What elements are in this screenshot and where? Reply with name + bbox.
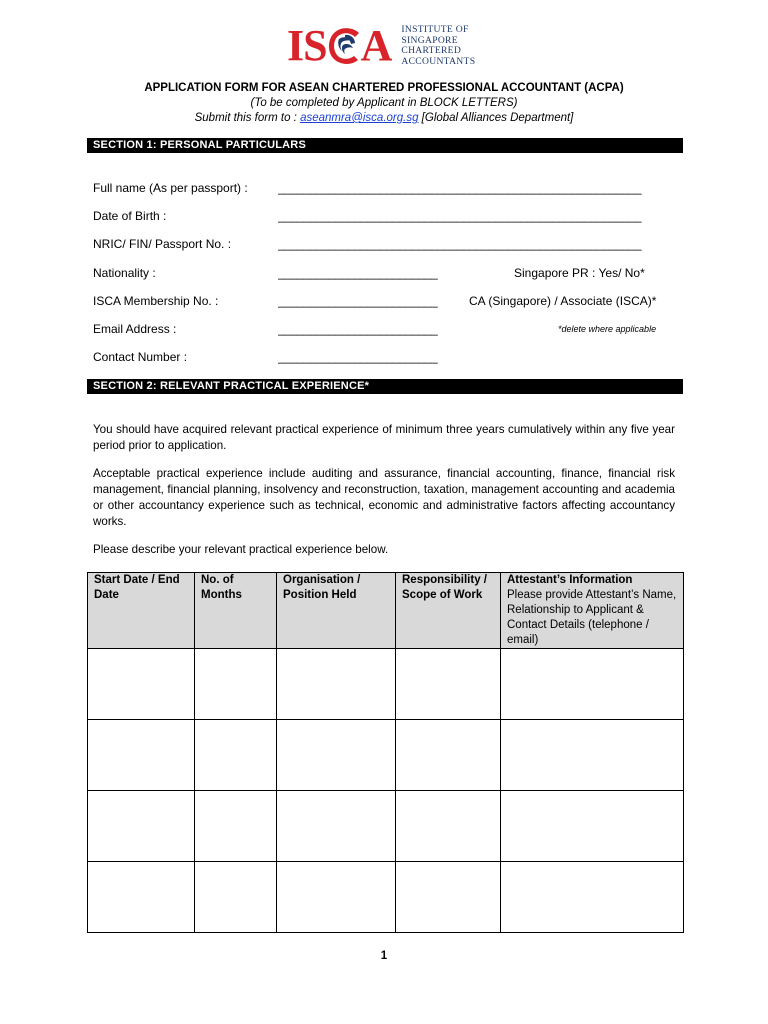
logo-line: INSTITUTE OF: [401, 24, 469, 35]
submit-instruction: [0, 111, 768, 126]
email-address-label: Email Address :: [93, 322, 177, 336]
table-cell[interactable]: [195, 862, 277, 933]
table-row: [88, 649, 684, 720]
isca-wordmark: [287, 21, 392, 70]
form-subtitle: (To be completed by Applicant in BLOCK LETTERS): [250, 97, 518, 109]
nationality-label: Nationality :: [93, 266, 156, 280]
describe-experience-instruction: Please describe your relevant practical experience below.: [93, 543, 389, 556]
table-cell[interactable]: [277, 791, 396, 862]
logo-line: SINGAPORE: [401, 34, 458, 46]
column-header-months: No. of Months: [195, 573, 277, 649]
table-cell[interactable]: [88, 791, 195, 862]
attestant-instruction: Please provide Attestant’s Name, Relationship to Applicant & Contact Details (telephone / email): [507, 589, 677, 646]
contact-number-field[interactable]: _________________________: [278, 350, 438, 364]
table-row: [88, 862, 684, 933]
table-cell[interactable]: [396, 791, 501, 862]
page-number: 1: [380, 950, 388, 962]
form-header: [0, 80, 768, 126]
nationality-field[interactable]: _________________________: [278, 266, 438, 280]
logo-word-right: A: [360, 21, 392, 70]
date-of-birth-field[interactable]: _________________________________________________________: [278, 209, 642, 223]
logo-line: ACCOUNTANTS: [401, 55, 476, 67]
singapore-pr-option[interactable]: Singapore PR : Yes/ No*: [514, 266, 645, 280]
table-cell[interactable]: [195, 649, 277, 720]
table-cell[interactable]: [501, 649, 684, 720]
table-cell[interactable]: [195, 720, 277, 791]
membership-number-label: ISCA Membership No. :: [93, 294, 219, 308]
ca-status-option[interactable]: CA (Singapore) / Associate (ISCA)*: [469, 294, 657, 308]
column-header-attestant: Attestant’s Information Please provide Attestant’s Name, Relationship to Applicant & Contact Details (telephone / email): [501, 573, 684, 649]
date-of-birth-label: Date of Birth :: [93, 209, 167, 223]
acceptable-experience-paragraph: Acceptable practical experience include auditing and assurance, financial accounting, finance, financial risk management, financial planning, insolvency and reconstruction, taxation, management accounting and academia or other accountancy experience such as technical, economic and administrative factors affecting accountancy works.: [93, 467, 675, 528]
experience-requirement-paragraph: You should have acquired relevant practical experience of minimum three years cumulatively within any five year period prior to application.: [93, 423, 675, 452]
table-row: [88, 791, 684, 862]
email-address-field[interactable]: _________________________: [278, 322, 438, 336]
table-cell[interactable]: [396, 649, 501, 720]
submit-suffix: [Global Alliances Department]: [418, 112, 574, 124]
submit-prefix: Submit this form to :: [194, 112, 301, 124]
delete-note: *delete where applicable: [558, 324, 657, 334]
full-name-label: Full name (As per passport) :: [93, 181, 248, 195]
logo-word-left: IS: [287, 21, 327, 70]
table-header-row: [88, 573, 684, 649]
form-title: APPLICATION FORM FOR ASEAN CHARTERED PROFESSIONAL ACCOUNTANT (ACPA): [144, 82, 624, 94]
table-cell[interactable]: [396, 862, 501, 933]
submit-email-link[interactable]: aseanmra@isca.org.sg: [300, 112, 419, 124]
table-cell[interactable]: [277, 862, 396, 933]
experience-table: [87, 572, 684, 933]
table-cell[interactable]: [88, 649, 195, 720]
table-cell[interactable]: [501, 720, 684, 791]
table-cell[interactable]: [195, 791, 277, 862]
passport-number-label: NRIC/ FIN/ Passport No. :: [93, 237, 232, 251]
table-cell[interactable]: [88, 720, 195, 791]
table-cell[interactable]: [501, 791, 684, 862]
lion-head-icon: [325, 25, 365, 67]
column-header-dates: Start Date / End Date: [88, 573, 195, 649]
table-cell[interactable]: [277, 720, 396, 791]
isca-logo: [287, 21, 476, 70]
table-cell[interactable]: [88, 862, 195, 933]
contact-number-label: Contact Number :: [93, 350, 188, 364]
table-cell[interactable]: [396, 720, 501, 791]
membership-number-field[interactable]: _________________________: [278, 294, 438, 308]
table-cell[interactable]: [501, 862, 684, 933]
table-row: [88, 720, 684, 791]
section-2-heading: SECTION 2: RELEVANT PRACTICAL EXPERIENCE*: [87, 379, 683, 394]
column-header-responsibility: Responsibility / Scope of Work: [396, 573, 501, 649]
logo-institute-name: [401, 25, 475, 67]
full-name-field[interactable]: _________________________________________________________: [278, 181, 642, 195]
passport-number-field[interactable]: _________________________________________________________: [278, 237, 642, 251]
section-1-heading: SECTION 1: PERSONAL PARTICULARS: [87, 138, 683, 153]
logo-line: CHARTERED: [401, 45, 462, 56]
column-header-organisation: Organisation / Position Held: [277, 573, 396, 649]
table-cell[interactable]: [277, 649, 396, 720]
